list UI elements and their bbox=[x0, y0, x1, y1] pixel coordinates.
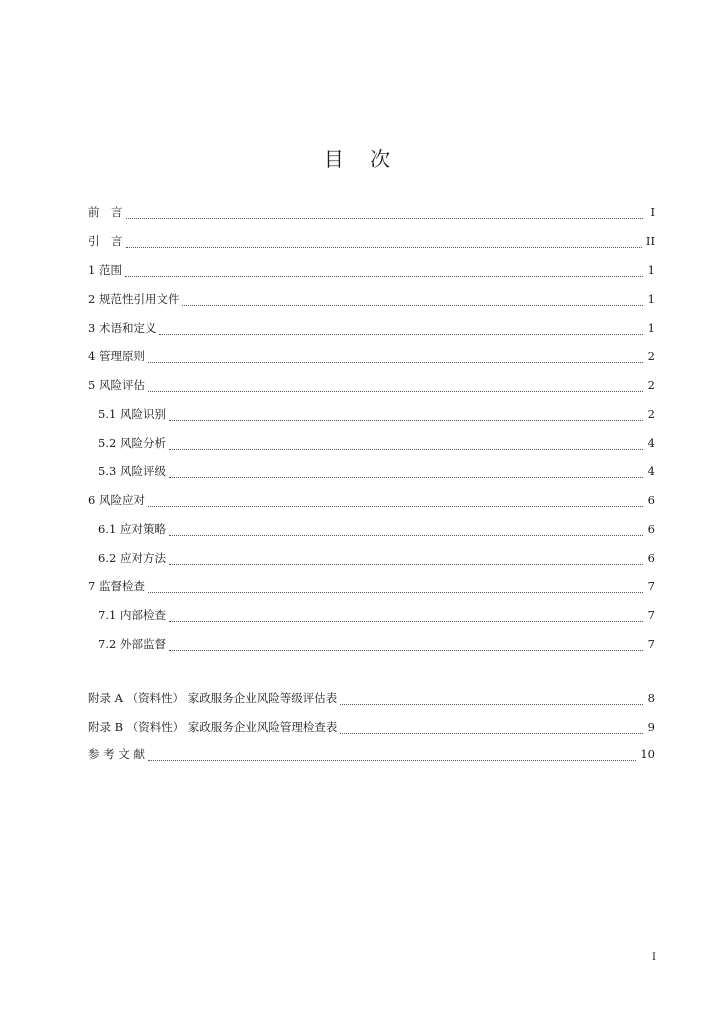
toc-entry-risk-identification[interactable] bbox=[88, 404, 655, 424]
toc-entry-page: 9 bbox=[647, 720, 655, 734]
toc-entry-page: 6 bbox=[647, 493, 655, 507]
toc-entry-page: 7 bbox=[647, 579, 655, 593]
toc-entry-page: 4 bbox=[647, 464, 655, 478]
dot-leader bbox=[126, 204, 644, 219]
dot-leader bbox=[148, 746, 636, 761]
toc-entry-page: I bbox=[650, 205, 655, 219]
toc-entry-label: 5.2 风险分析 bbox=[98, 436, 166, 450]
toc-entry-page: 2 bbox=[647, 378, 655, 392]
toc-entry-label: 引 言 bbox=[88, 234, 123, 248]
toc-entry-page: 6 bbox=[647, 522, 655, 536]
dot-leader bbox=[340, 719, 643, 734]
toc-entry-label: 6.1 应对策略 bbox=[98, 522, 166, 536]
toc-entry-page: 8 bbox=[647, 691, 655, 705]
dot-leader bbox=[182, 291, 643, 306]
toc-entry-introduction[interactable] bbox=[88, 231, 655, 251]
dot-leader bbox=[148, 578, 643, 593]
toc-entry-label: 附录 B （资料性） 家政服务企业风险管理检查表 bbox=[88, 720, 338, 734]
dot-leader bbox=[169, 636, 643, 651]
toc-entry-label: 6 风险应对 bbox=[88, 493, 145, 507]
dot-leader bbox=[169, 435, 643, 450]
toc-entry-page: 6 bbox=[647, 551, 655, 565]
toc-entry-label: 7.2 外部监督 bbox=[98, 637, 166, 651]
dot-leader bbox=[125, 262, 643, 277]
toc-entry-preface[interactable] bbox=[88, 202, 655, 222]
toc-entry-label: 7 监督检查 bbox=[88, 579, 145, 593]
toc-entry-appendix-b[interactable] bbox=[88, 717, 655, 737]
toc-entry-label: 附录 A （资料性） 家政服务企业风险等级评估表 bbox=[88, 691, 338, 705]
toc-entry-bibliography[interactable] bbox=[88, 744, 655, 764]
toc-entry-page: 1 bbox=[647, 263, 655, 277]
toc-entry-risk-assessment[interactable] bbox=[88, 375, 655, 395]
toc-entry-label: 5 风险评估 bbox=[88, 378, 145, 392]
dot-leader bbox=[159, 320, 643, 335]
toc-entry-response-strategy[interactable] bbox=[88, 519, 655, 539]
dot-leader bbox=[169, 463, 643, 478]
toc-entry-principles[interactable] bbox=[88, 346, 655, 366]
toc-entry-page: 10 bbox=[640, 747, 655, 761]
toc-entry-label: 5.1 风险识别 bbox=[98, 407, 166, 421]
toc-entry-internal-inspection[interactable] bbox=[88, 605, 655, 625]
dot-leader bbox=[126, 233, 642, 248]
page-number: I bbox=[652, 952, 656, 963]
toc-entry-page: II bbox=[645, 234, 655, 248]
toc-entry-page: 7 bbox=[647, 637, 655, 651]
toc-entry-page: 1 bbox=[647, 292, 655, 306]
toc-entry-page: 7 bbox=[647, 608, 655, 622]
page-title: 目 次 bbox=[323, 147, 401, 171]
toc-entry-risk-response[interactable] bbox=[88, 490, 655, 510]
dot-leader bbox=[169, 550, 643, 565]
toc-entry-supervision[interactable] bbox=[88, 576, 655, 596]
toc-entry-terms[interactable] bbox=[88, 318, 655, 338]
toc-entry-page: 2 bbox=[647, 349, 655, 363]
toc-entry-label: 1 范围 bbox=[88, 263, 122, 277]
toc-entry-label: 2 规范性引用文件 bbox=[88, 292, 180, 306]
toc-entry-label: 前 言 bbox=[88, 205, 123, 219]
dot-leader bbox=[169, 406, 643, 421]
toc-entry-risk-analysis[interactable] bbox=[88, 433, 655, 453]
toc-entry-appendix-a[interactable] bbox=[88, 688, 655, 708]
toc-entry-label: 7.1 内部检查 bbox=[98, 608, 166, 622]
toc-entry-label: 4 管理原则 bbox=[88, 349, 145, 363]
dot-leader bbox=[169, 607, 643, 622]
toc-entry-normative-references[interactable] bbox=[88, 289, 655, 309]
toc-entry-page: 4 bbox=[647, 436, 655, 450]
dot-leader bbox=[148, 348, 643, 363]
toc-entry-response-methods[interactable] bbox=[88, 548, 655, 568]
toc-entry-label: 6.2 应对方法 bbox=[98, 551, 166, 565]
toc-entry-label: 参 考 文 献 bbox=[88, 747, 145, 761]
toc-entry-external-supervision[interactable] bbox=[88, 634, 655, 654]
toc-entry-label: 3 术语和定义 bbox=[88, 321, 157, 335]
dot-leader bbox=[169, 521, 643, 536]
toc-entry-scope[interactable] bbox=[88, 260, 655, 280]
toc-entry-risk-rating[interactable] bbox=[88, 461, 655, 481]
dot-leader bbox=[148, 492, 643, 507]
toc-entry-label: 5.3 风险评级 bbox=[98, 464, 166, 478]
dot-leader bbox=[148, 377, 643, 392]
toc-entry-page: 1 bbox=[647, 321, 655, 335]
toc-entry-page: 2 bbox=[647, 407, 655, 421]
dot-leader bbox=[340, 690, 643, 705]
